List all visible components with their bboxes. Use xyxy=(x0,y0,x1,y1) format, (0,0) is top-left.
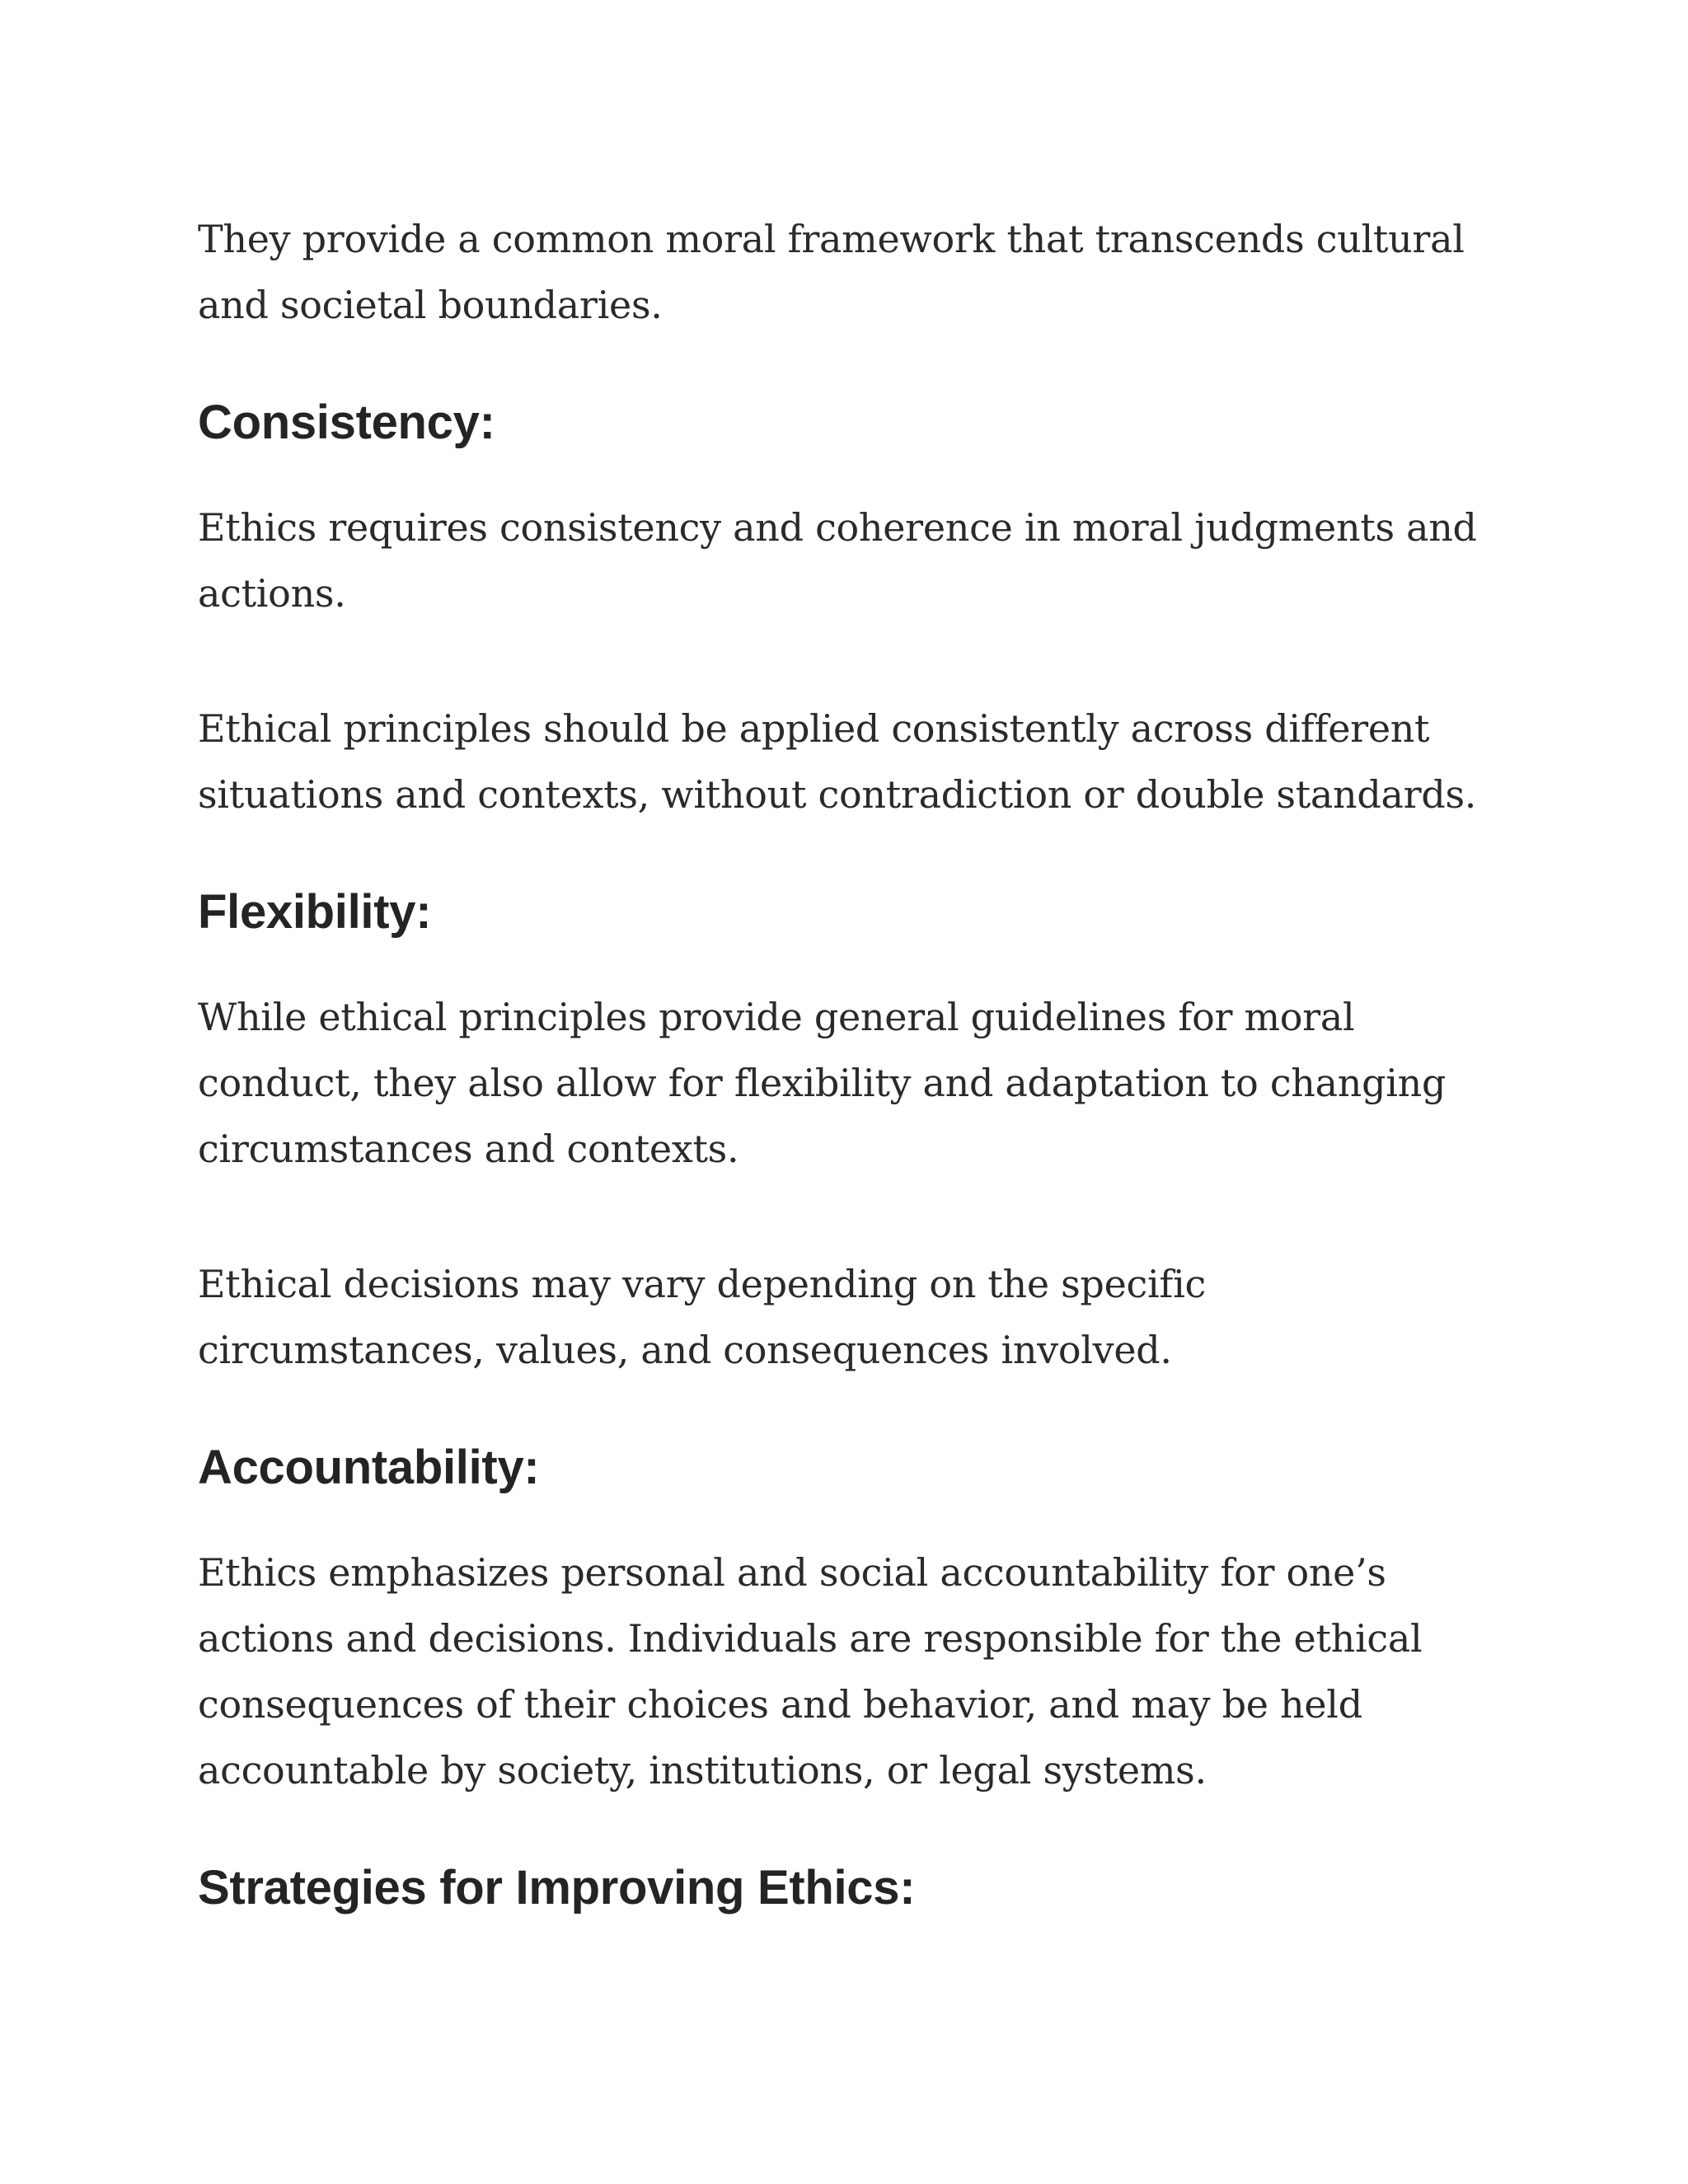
heading-consistency: Consistency: xyxy=(198,396,495,449)
heading-accountability: Accountability: xyxy=(198,1441,540,1494)
paragraph-common-framework: They provide a common moral framework that transcends cultural and societal boundaries. xyxy=(198,217,1465,327)
document-content xyxy=(198,206,1500,1917)
paragraph-consistency-application: Ethical principles should be applied consistently across different situations and contexts, without contradiction or double standards. xyxy=(198,706,1477,817)
heading-flexibility: Flexibility: xyxy=(198,885,432,939)
paragraph-consistency-requirement: Ethics requires consistency and coherence in moral judgments and actions. xyxy=(198,505,1477,616)
paragraph-flexibility-guidelines: While ethical principles provide general guidelines for moral conduct, they also allow for flexibility and adaptation to changing circumstances and contexts. xyxy=(198,995,1447,1171)
heading-strategies: Strategies for Improving Ethics: xyxy=(198,1861,916,1915)
paragraph-flexibility-decisions: Ethical decisions may vary depending on the specific circumstances, values, and consequences involved. xyxy=(198,1262,1206,1372)
paragraph-accountability: Ethics emphasizes personal and social accountability for one’s actions and decisions. Individuals are responsible for the ethical consequences of their choices and behavior, and may be held accountable by society, institutions, or legal systems. xyxy=(198,1550,1423,1793)
